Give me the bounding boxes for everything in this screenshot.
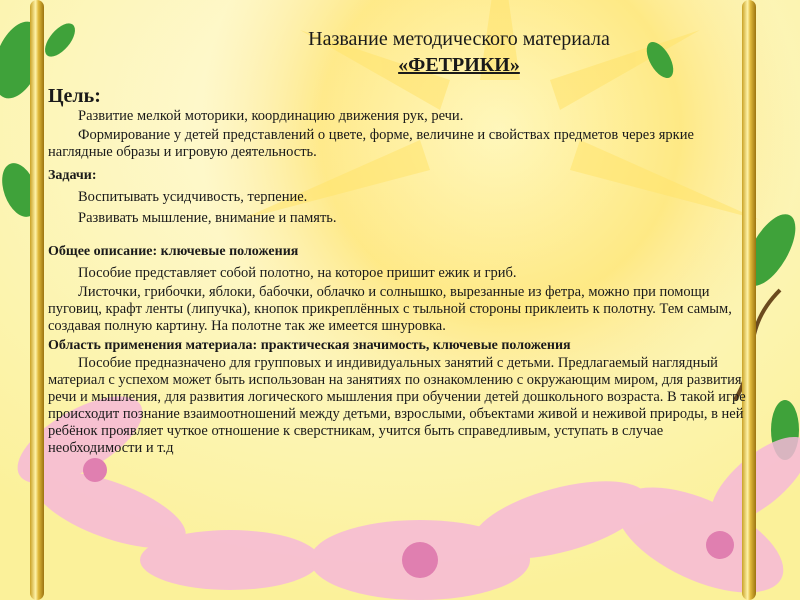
- application-item: Пособие предназначено для групповых и индивидуальных занятий с детьми. Предлагаемый наглядный материал с успехом может быть использован на занятиях по ознакомлению с окружающим миром, для развития речи и мышления, для развития логического мышления при обучении детей дошкольного возраста. В такой игре происходит познание взаимоотношений между детьми, взрослыми, объектами живой и неживой природы, в ней ребёнок проявляет чуткое отношение к сверстникам, учится быть справедливым, уступать в случае необходимости и т.д: [48, 355, 746, 456]
- task-item: Воспитывать усидчивость, терпение.: [78, 189, 308, 205]
- document-content: [48, 26, 760, 457]
- application-heading: Область применения материала: практическая значимость, ключевые положения: [48, 338, 571, 353]
- page-subtitle: «ФЕТРИКИ»: [398, 54, 520, 76]
- page-title: Название методического материала: [308, 28, 610, 50]
- left-gold-frame: [30, 0, 44, 600]
- goal-item: Развитие мелкой моторики, координацию движения рук, речи.: [78, 108, 464, 124]
- goal-heading: Цель:: [48, 85, 101, 107]
- description-item: Пособие представляет собой полотно, на которое пришит ежик и гриб.: [78, 265, 517, 281]
- task-item: Развивать мышление, внимание и память.: [78, 210, 337, 226]
- description-item: Листочки, грибочки, яблоки, бабочки, облачко и солнышко, вырезанные из фетра, можно при помощи пуговиц, крафт ленты (липучка), кнопок прикреплённых с тыльной стороны приклеить к полотну. Тем самым, создавая полную картину. На полотне так же имеется шнуровка.: [48, 284, 732, 334]
- description-heading: Общее описание: ключевые положения: [48, 244, 299, 259]
- goal-item: Формирование у детей представлений о цвете, форме, величине и свойствах предметов через яркие наглядные образы и игровую деятельность.: [48, 127, 694, 160]
- tasks-heading: Задачи:: [48, 168, 97, 183]
